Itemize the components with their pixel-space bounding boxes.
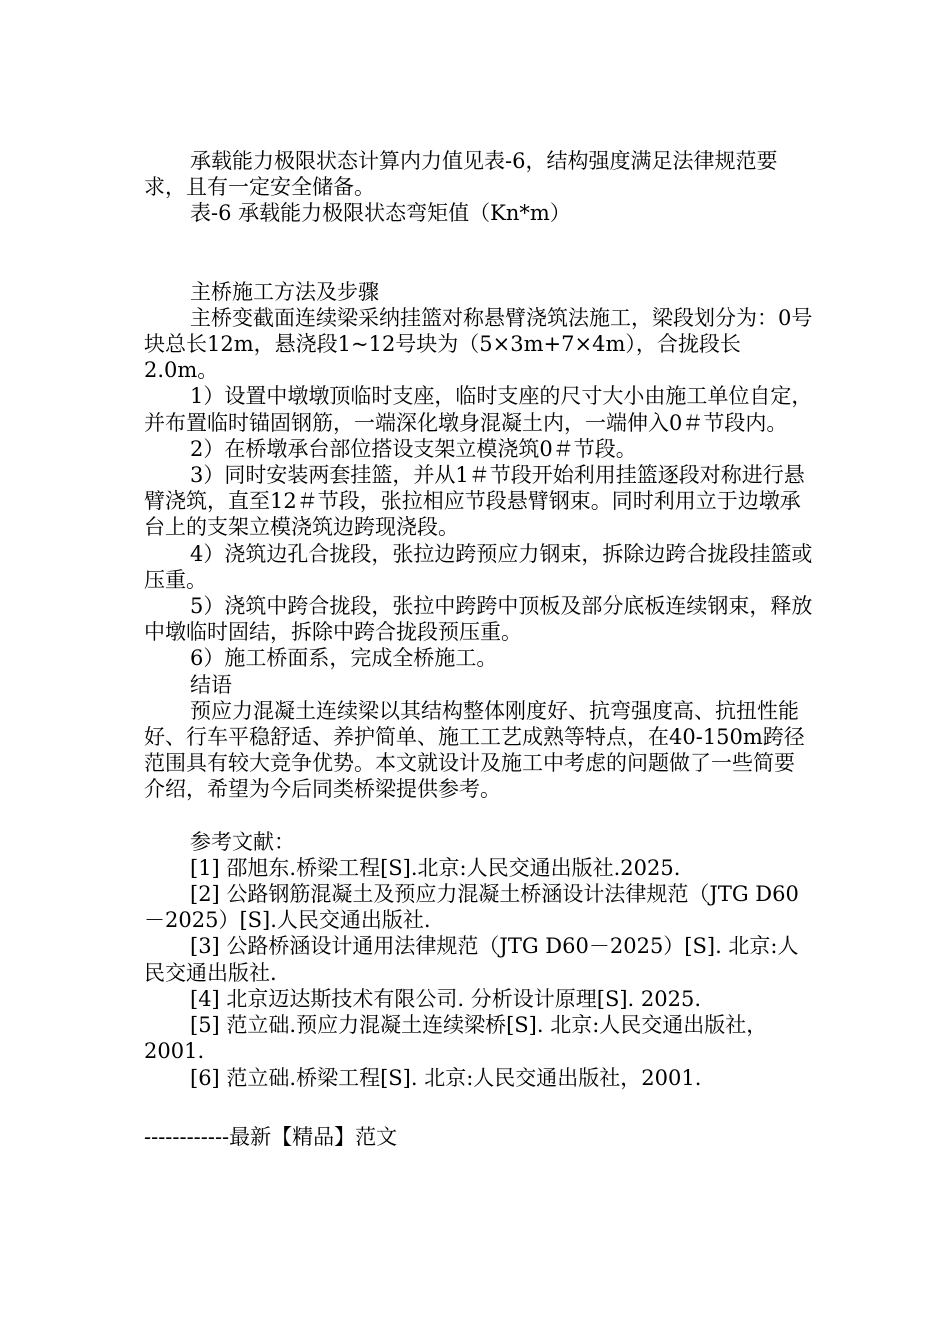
step-6: 6）施工桥面系，完成全桥施工。 — [190, 646, 498, 671]
step-3: 3）同时安装两套挂篮，并从1＃节段开始利用挂篮逐段对称进行悬臂浇筑，直至12＃节段，张拉相应节段悬臂钢束。同时利用立于边墩承台上的支架立模浇筑边跨现浇段。 — [144, 463, 805, 540]
conclusion-heading: 结语 — [190, 672, 232, 697]
paragraph-construction-method: 主桥变截面连续梁采纳挂篮对称悬臂浇筑法施工，梁段划分为：0号块总长12m，悬浇段1~12号块为（5×3m+7×4m），合拢段长2.0m。 — [144, 305, 813, 383]
step-2: 2）在桥墩承台部位搭设支架立模浇筑0＃节段。 — [190, 436, 637, 461]
reference-item-6: [6] 范立础.桥梁工程[S]. 北京:人民交通出版社，2001. — [190, 1065, 702, 1090]
step-5: 5）浇筑中跨合拢段，张拉中跨跨中顶板及部分底板连续钢束，释放中墩临时固结，拆除中跨合拢段预压重。 — [144, 594, 813, 645]
step-4: 4）浇筑边孔合拢段，张拉边跨预应力钢束，拆除边跨合拢段挂篮或压重。 — [144, 541, 813, 592]
reference-item-4: [4] 北京迈达斯技术有限公司. 分析设计原理[S]. 2025. — [190, 986, 702, 1011]
reference-item-3: [3] 公路桥涵设计通用法律规范（JTG D60－2025）[S]. 北京:人民交通出版社. — [144, 934, 799, 985]
paragraph-load-capacity: 承载能力极限状态计算内力值见表-6，结构强度满足法律规范要求，且有一定安全储备。 — [144, 149, 778, 200]
spacer — [144, 227, 814, 279]
spacer — [144, 803, 814, 829]
document-body — [144, 148, 814, 1091]
section-heading-construction: 主桥施工方法及步骤 — [190, 279, 379, 304]
reference-item-5: [5] 范立础.预应力混凝土连续梁桥[S]. 北京:人民交通出版社，2001. — [144, 1013, 768, 1064]
conclusion-paragraph: 预应力混凝土连续梁以其结构整体刚度好、抗弯强度高、抗扭性能好、行车平稳舒适、养护简单、施工工艺成熟等特点，在40-150m跨径范围具有较大竞争优势。本文就设计及施工中考虑的问题做了一些简要介绍，希望为今后同类桥梁提供参考。 — [144, 698, 805, 802]
step-1: 1）设置中墩墩顶临时支座，临时支座的尺寸大小由施工单位自定，并布置临时锚固钢筋，一端深化墩身混凝土内，一端伸入0＃节段内。 — [144, 384, 813, 435]
table-caption: 表-6 承载能力极限状态弯矩值（Kn*m） — [190, 201, 571, 226]
reference-item-1: [1] 邵旭东.桥梁工程[S].北京:人民交通出版社.2025. — [190, 855, 681, 880]
reference-item-2: [2] 公路钢筋混凝土及预应力混凝土桥涵设计法律规范（JTG D60－2025）[S].人民交通出版社. — [144, 882, 799, 933]
references-heading: 参考文献： — [190, 829, 295, 854]
footer-tagline: ------------最新【精品】范文 — [144, 1125, 398, 1149]
